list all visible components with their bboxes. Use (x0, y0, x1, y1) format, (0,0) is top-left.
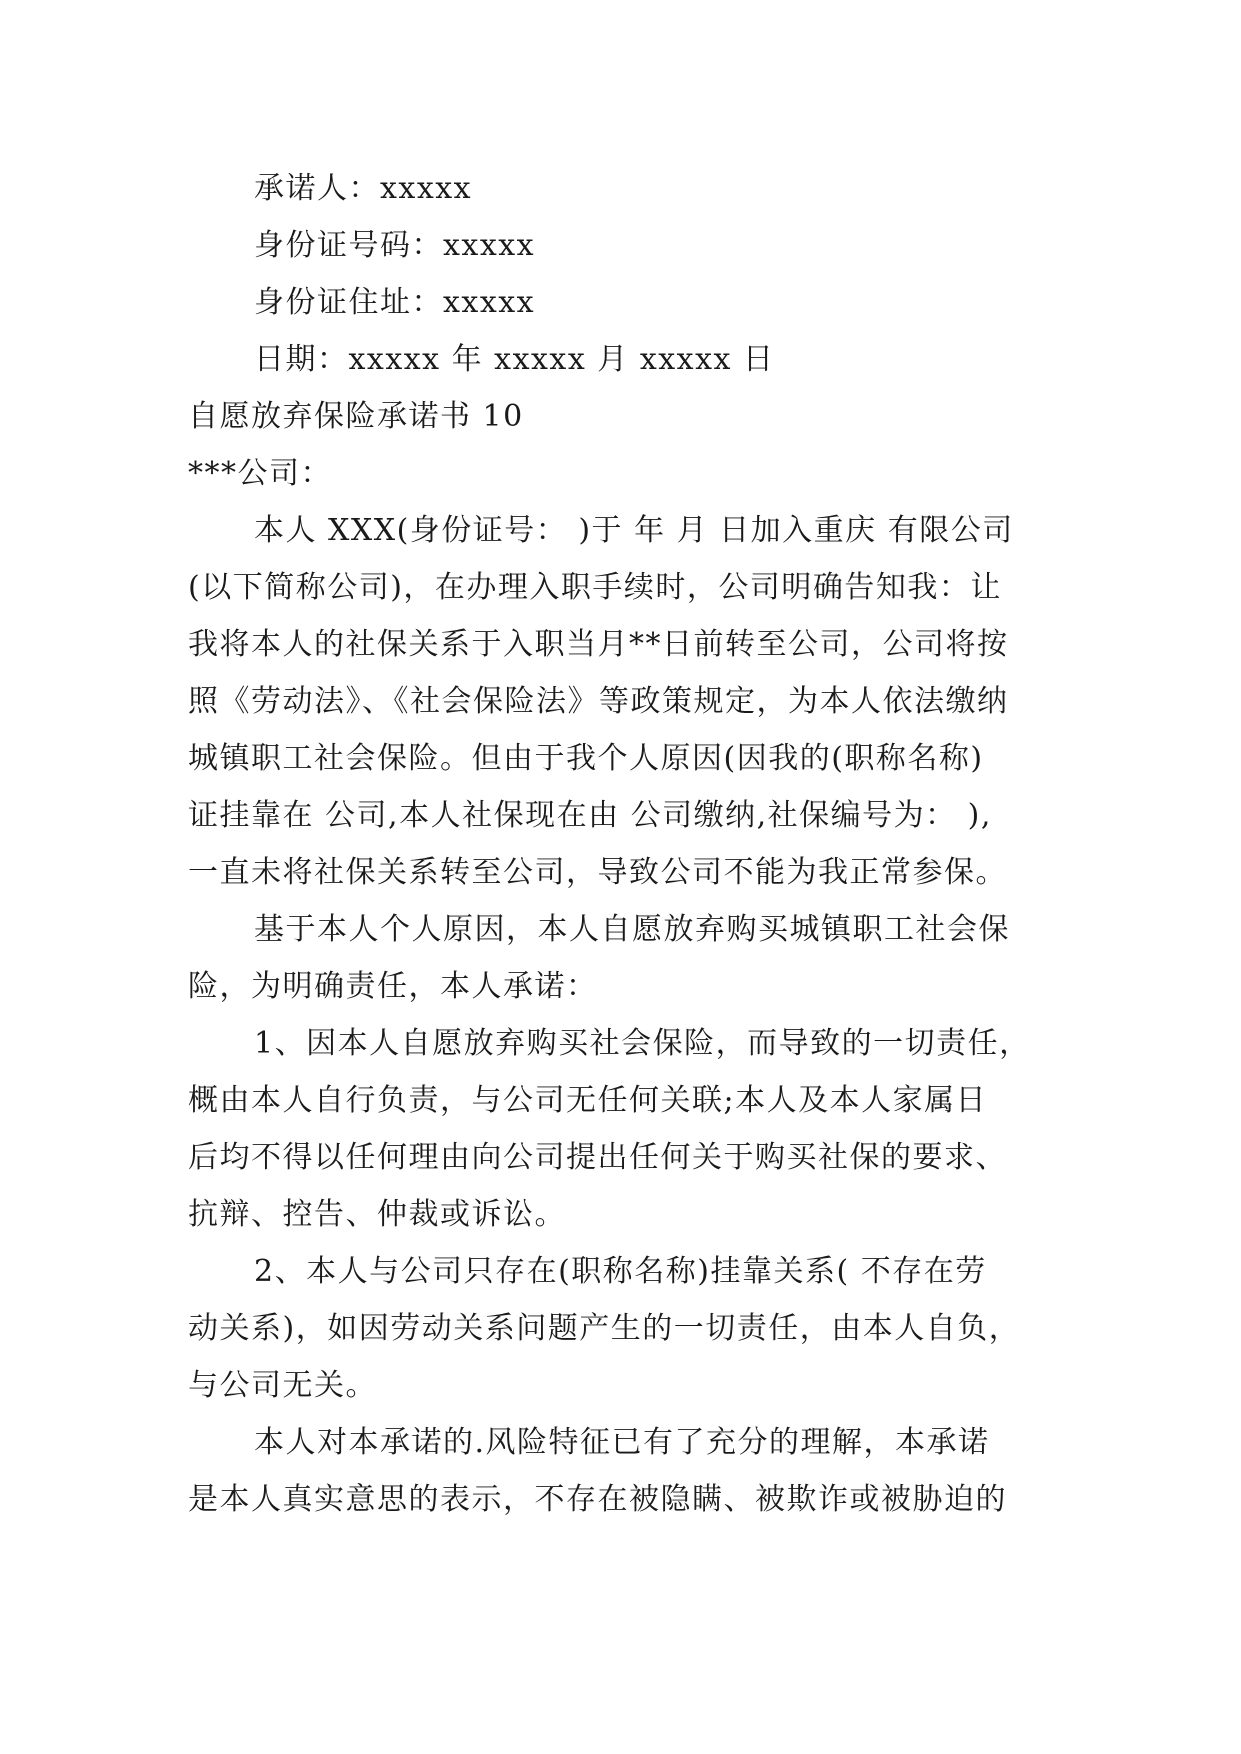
date-line: 日期：xxxxx 年 xxxxx 月 xxxxx 日 (254, 342, 775, 377)
paragraph-1-line-3: 我将本人的社保关系于入职当月**日前转至公司，公司将按 (188, 627, 1009, 662)
paragraph-1-line-6: 证挂靠在 公司,本人社保现在由 公司缴纳,社保编号为： ), (188, 798, 992, 833)
promisor-line: 承诺人：xxxxx (254, 171, 473, 206)
paragraph-1-line-4: 照《劳动法》、《社会保险法》等政策规定，为本人依法缴纳 (188, 684, 1009, 719)
paragraph-1-line-5: 城镇职工社会保险。但由于我个人原因(因我的(职称名称) (188, 741, 984, 776)
item-1-line-4: 抗辩、控告、仲裁或诉讼。 (188, 1197, 566, 1232)
paragraph-2-line-1: 基于本人个人原因，本人自愿放弃购买城镇职工社会保 (254, 912, 1010, 947)
document-body (188, 160, 1048, 1528)
item-1-line-2: 概由本人自行负责，与公司无任何关联;本人及本人家属日 (188, 1083, 988, 1118)
id-address-line: 身份证住址：xxxxx (254, 285, 536, 320)
paragraph-3-line-1: 本人对本承诺的.风险特征已有了充分的理解，本承诺 (254, 1425, 990, 1460)
section-title: 自愿放弃保险承诺书 10 (188, 399, 524, 434)
item-2-line-2: 动关系)，如因劳动关系问题产生的一切责任，由本人自负， (188, 1311, 1021, 1346)
paragraph-1-line-7: 一直未将社保关系转至公司，导致公司不能为我正常参保。 (188, 855, 1007, 890)
addressee: ***公司： (188, 456, 332, 491)
id-number-line: 身份证号码：xxxxx (254, 228, 536, 263)
item-2-line-1: 2、本人与公司只存在(职称名称)挂靠关系( 不存在劳 (254, 1254, 987, 1289)
paragraph-3-line-2: 是本人真实意思的表示，不存在被隐瞒、被欺诈或被胁迫的 (188, 1482, 1007, 1517)
item-1-line-1: 1、因本人自愿放弃购买社会保险，而导致的一切责任， (254, 1026, 1031, 1061)
paragraph-2-line-2: 险，为明确责任，本人承诺： (188, 969, 598, 1004)
item-1-line-3: 后均不得以任何理由向公司提出任何关于购买社保的要求、 (188, 1140, 1007, 1175)
item-2-line-3: 与公司无关。 (188, 1368, 377, 1403)
paragraph-1-line-1: 本人 XXX(身份证号： )于 年 月 日加入重庆 有限公司 (254, 513, 1014, 548)
paragraph-1-line-2: (以下简称公司)，在办理入职手续时，公司明确告知我：让 (188, 570, 1002, 605)
